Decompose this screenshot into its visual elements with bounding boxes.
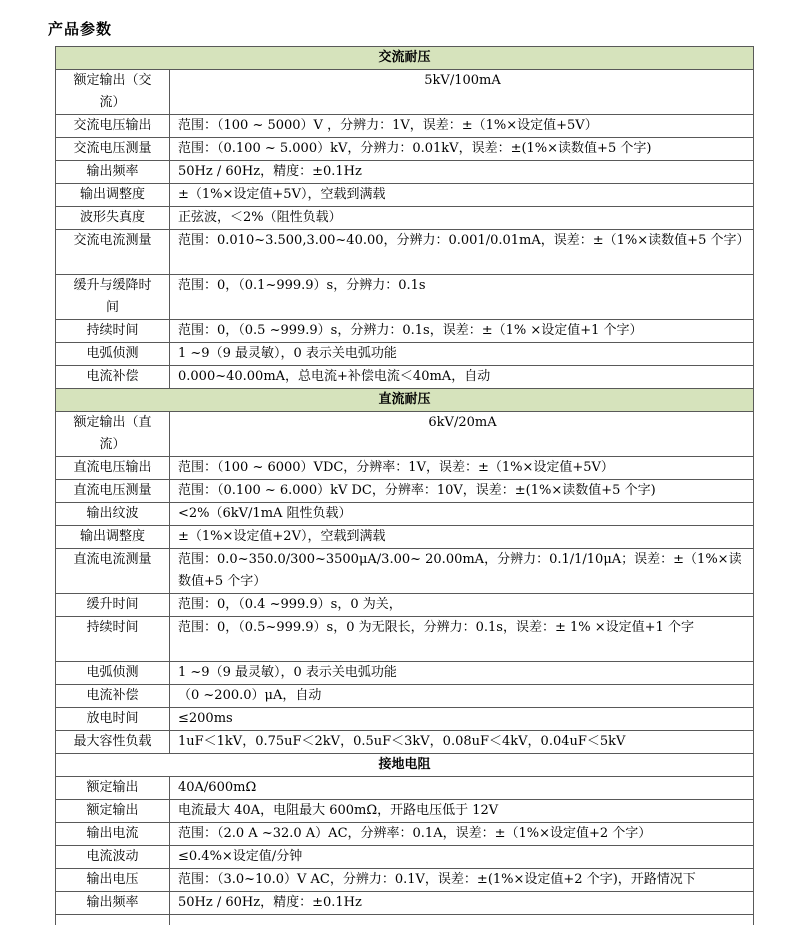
param-value: 电流最大 40A，电阻最大 600mΩ，开路电压低于 12V [170, 800, 754, 823]
spec-row [56, 230, 754, 275]
section-header-row [56, 389, 754, 412]
param-value: 范围：（100 ~ 6000）VDC，分辨率：1V，误差：±（1%×设定值+5V） [170, 457, 754, 480]
param-value: 5kV/100mA [170, 70, 754, 115]
param-label: 波形失真度 [56, 207, 170, 230]
spec-row [56, 869, 754, 892]
spec-row [56, 823, 754, 846]
param-label: 直流电流测量 [56, 549, 170, 594]
spec-row [56, 343, 754, 366]
param-value: 6kV/20mA [170, 412, 754, 457]
param-value: 正弦波，＜2%（阻性负载） [170, 207, 754, 230]
param-value: 50Hz / 60Hz，精度：±0.1Hz [170, 892, 754, 915]
page-title: 产品参数 [48, 20, 113, 38]
spec-row [56, 503, 754, 526]
param-label: 输出频率 [56, 892, 170, 915]
section-header-1: 直流耐压 [56, 389, 754, 412]
spec-row [56, 138, 754, 161]
param-value: ±（1%×设定值+2V），空载到满载 [170, 526, 754, 549]
param-label: 额定输出（交流） [56, 70, 170, 115]
param-value: 范围：0，（0.5 ~999.9）s，分辨力：0.1s，误差：±（1% ×设定值+1 个字） [170, 320, 754, 343]
param-label: 额定输出 [56, 800, 170, 823]
param-value: 范围：（2.0 A ~32.0 A）AC，分辨率：0.1A，误差：±（1%×设定值+2 个字） [170, 823, 754, 846]
param-value: 0.000~40.00mA，总电流+补偿电流＜40mA，自动 [170, 366, 754, 389]
param-label: 电弧侦测 [56, 343, 170, 366]
param-label: 输出纹波 [56, 503, 170, 526]
param-value: 范围：0，（0.4 ~999.9）s，0 为关， [170, 594, 754, 617]
section-header-2: 接地电阻 [56, 754, 754, 777]
spec-row [56, 708, 754, 731]
param-label: 缓升时间 [56, 594, 170, 617]
param-label: 电弧侦测 [56, 662, 170, 685]
spec-row [56, 115, 754, 138]
section-header-0: 交流耐压 [56, 47, 754, 70]
spec-row [56, 161, 754, 184]
spec-row [56, 915, 754, 925]
param-value: 范围：0，（0.1~999.9）s，分辨力：0.1s [170, 275, 754, 320]
param-value: 范围：（3.0~10.0）V AC，分辨力：0.1V，误差：±(1%×设定值+2 个字)，开路情况下 [170, 869, 754, 892]
param-value: ≤200ms [170, 708, 754, 731]
param-value [170, 915, 754, 925]
param-value: 范围：（0.100 ~ 6.000）kV DC，分辨率：10V，误差：±(1%×读数值+5 个字) [170, 480, 754, 503]
spec-row [56, 892, 754, 915]
param-label: 额定输出（直流） [56, 412, 170, 457]
param-value: 范围：（0.100 ~ 5.000）kV，分辨力：0.01kV，误差：±(1%×读数值+5 个字) [170, 138, 754, 161]
param-value: 40A/600mΩ [170, 777, 754, 800]
param-value: <2%（6kV/1mA 阻性负载） [170, 503, 754, 526]
param-label: 电流补偿 [56, 685, 170, 708]
param-label: 输出电压 [56, 869, 170, 892]
param-label: 输出频率 [56, 161, 170, 184]
param-label: 直流电压输出 [56, 457, 170, 480]
param-label: 交流电压测量 [56, 138, 170, 161]
param-value: ±（1%×设定值+5V），空载到满载 [170, 184, 754, 207]
param-label: 直流电压测量 [56, 480, 170, 503]
param-label: 最大容性负载 [56, 731, 170, 754]
param-value: 1 ~9（9 最灵敏），0 表示关电弧功能 [170, 662, 754, 685]
param-label: 输出调整度 [56, 184, 170, 207]
param-label: 额定输出 [56, 777, 170, 800]
param-label: 交流电压输出 [56, 115, 170, 138]
spec-row [56, 617, 754, 662]
spec-row [56, 731, 754, 754]
spec-row [56, 549, 754, 594]
spec-row [56, 777, 754, 800]
param-label: 缓升与缓降时间 [56, 275, 170, 320]
spec-row [56, 846, 754, 869]
param-value: 50Hz / 60Hz，精度：±0.1Hz [170, 161, 754, 184]
param-value: 范围：（100 ~ 5000）V ，分辨力：1V，误差：±（1%×设定值+5V） [170, 115, 754, 138]
spec-row [56, 184, 754, 207]
param-value: 范围：0.010~3.500,3.00~40.00，分辨力：0.001/0.01mA，误差：±（1%×读数值+5 个字） [170, 230, 754, 275]
spec-row [56, 526, 754, 549]
param-label: 放电时间 [56, 708, 170, 731]
spec-row [56, 366, 754, 389]
spec-row [56, 685, 754, 708]
section-header-row [56, 754, 754, 777]
param-label [56, 915, 170, 925]
param-label: 持续时间 [56, 320, 170, 343]
section-header-row [56, 47, 754, 70]
product-spec-table [55, 46, 754, 925]
spec-row [56, 480, 754, 503]
spec-row [56, 662, 754, 685]
param-value: ≤0.4%×设定值/分钟 [170, 846, 754, 869]
spec-table-body [56, 47, 754, 925]
spec-row [56, 412, 754, 457]
spec-row [56, 207, 754, 230]
spec-row [56, 594, 754, 617]
param-label: 输出电流 [56, 823, 170, 846]
param-value: 1uF＜1kV，0.75uF＜2kV，0.5uF＜3kV，0.08uF＜4kV，0.04uF＜5kV [170, 731, 754, 754]
spec-row [56, 457, 754, 480]
spec-row [56, 70, 754, 115]
spec-row [56, 320, 754, 343]
param-label: 输出调整度 [56, 526, 170, 549]
param-value: （0 ~200.0）μA，自动 [170, 685, 754, 708]
param-label: 交流电流测量 [56, 230, 170, 275]
param-value: 范围：0.0~350.0/300~3500μA/3.00~ 20.00mA，分辨力：0.1/1/10μA；误差：±（1%×读数值+5 个字） [170, 549, 754, 594]
spec-row [56, 275, 754, 320]
spec-row [56, 800, 754, 823]
param-label: 电流波动 [56, 846, 170, 869]
param-label: 电流补偿 [56, 366, 170, 389]
param-value: 1 ~9（9 最灵敏），0 表示关电弧功能 [170, 343, 754, 366]
param-label: 持续时间 [56, 617, 170, 662]
param-value: 范围：0，（0.5~999.9）s，0 为无限长，分辨力：0.1s，误差：± 1% ×设定值+1 个字 [170, 617, 754, 662]
